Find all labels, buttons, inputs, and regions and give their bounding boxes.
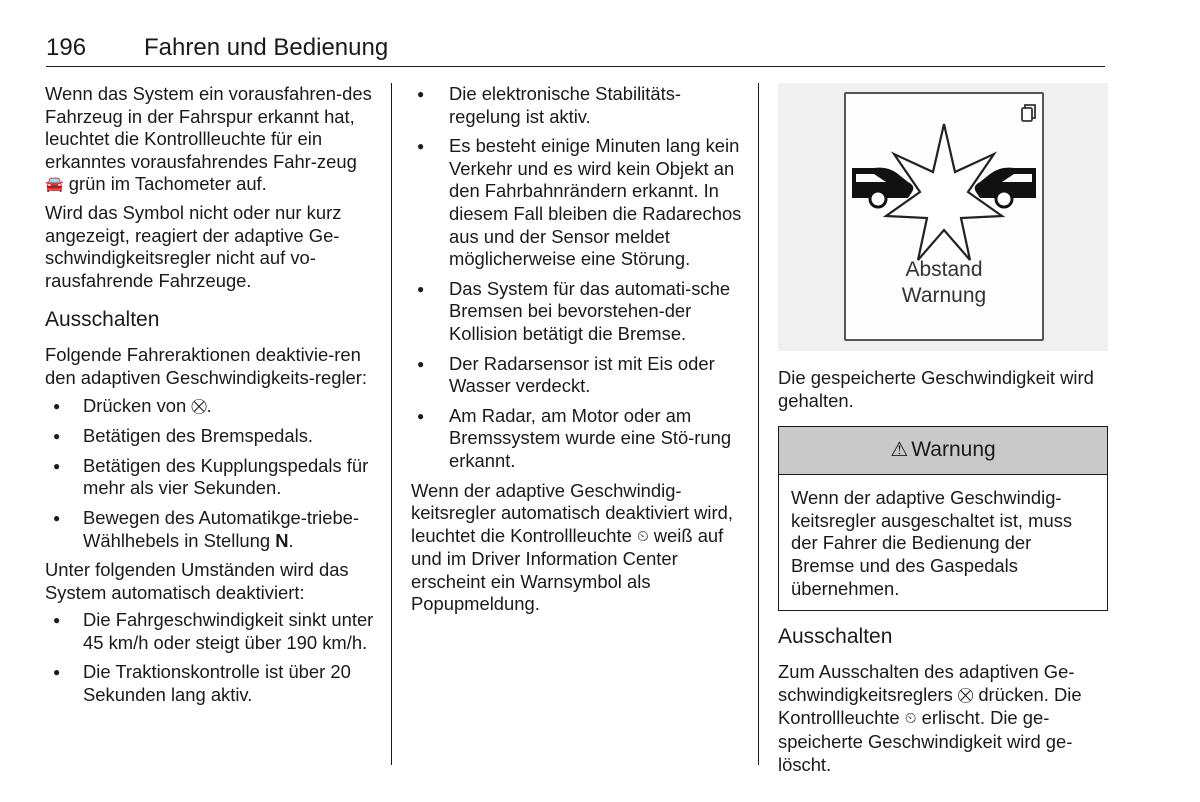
warning-header xyxy=(779,427,1107,475)
list-item: ● Es besteht einige Minuten lang kein Verkehr und es wird kein Objekt an den Fahrbahnrändern erkannt. In diesem Fall bleiben die Radarechos aus und der Sensor meldet möglicherweise eine Störung. xyxy=(411,135,746,271)
paragraph: Wird das Symbol nicht oder nur kurz angezeigt, reagiert der adaptive Ge-schwindigkeitsregler nicht auf vo-rausfahrende Fahrzeuge. xyxy=(45,201,342,291)
cruise-indicator-icon: ⏲ xyxy=(904,710,917,728)
text: . xyxy=(288,529,294,551)
vehicle-ahead-icon: 🚘 xyxy=(45,176,64,194)
warning-title: Warnung xyxy=(911,438,996,462)
list-item: ● Betätigen des Kupplungspedals für mehr als vier Sekunden. xyxy=(45,455,375,500)
column-divider xyxy=(758,83,759,765)
text: Drücken von xyxy=(83,394,192,416)
text: Bewegen des Automatikge-triebe-Wählhebels in Stellung xyxy=(83,506,360,551)
car-right-icon xyxy=(975,168,1036,207)
list-item: ● Betätigen des Bremspedals. xyxy=(45,425,375,448)
column-middle xyxy=(411,83,746,621)
warning-icon: ⚠ xyxy=(890,439,909,462)
paragraph xyxy=(411,480,746,617)
text: grün im Tachometer auf. xyxy=(63,173,267,195)
section-heading: Ausschalten xyxy=(45,308,160,332)
text: Wenn der adaptive Geschwindig-keitsregler automatisch deaktiviert wird, leuchtet die Kontrollleuchte xyxy=(411,479,733,546)
bullet-list xyxy=(411,83,746,473)
cruise-cancel-icon: ⛒ xyxy=(191,397,207,415)
list-item: ● Die elektronische Stabilitäts-regelung ist aktiv. xyxy=(411,83,746,128)
paragraph xyxy=(45,83,375,197)
cruise-indicator-icon: ⏲ xyxy=(636,527,649,545)
warning-text: Wenn der adaptive Geschwindig-keitsregler ausgeschaltet ist, muss der Fahrer die Bedienung der Bremse und des Gaspedals übernehmen. xyxy=(791,487,1073,599)
column-right xyxy=(778,83,1108,781)
page-icon xyxy=(1022,105,1035,121)
bullet-list xyxy=(45,609,375,706)
bullet-list xyxy=(45,395,375,553)
text: Zum Ausschalten des adaptiven Ge-schwindigkeitsreglers xyxy=(778,661,1075,705)
text: . xyxy=(206,394,212,416)
paragraph: Die gespeicherte Geschwindigkeit wird gehalten. xyxy=(778,367,1094,411)
list-item xyxy=(45,507,375,552)
text: weiß auf und im Driver Information Center erscheint ein Warnsymbol als Popupmeldung. xyxy=(411,524,724,615)
column-divider xyxy=(391,83,392,765)
page-number: 196 xyxy=(46,34,87,61)
list-item: ● Am Radar, am Motor oder am Bremssystem wurde eine Stö-rung erkannt. xyxy=(411,405,746,473)
section-heading: Ausschalten xyxy=(778,625,893,649)
distance-warning-display xyxy=(844,92,1044,341)
column-left xyxy=(45,83,375,714)
list-item xyxy=(45,395,375,419)
list-item: ● Das System für das automati-sche Bremsen bei bevorstehen-der Kollision betätigt die Bremse. xyxy=(411,278,746,346)
page-title: Fahren und Bedienung xyxy=(144,34,389,61)
paragraph: Unter folgenden Umständen wird das System automatisch deaktiviert: xyxy=(45,559,349,603)
figure-label: Warnung xyxy=(901,284,987,307)
car-left-icon xyxy=(852,168,913,207)
page-header xyxy=(46,34,1105,67)
text: drücken. Die Kontrollleuchte xyxy=(778,683,1082,729)
list-item: ● Die Fahrgeschwindigkeit sinkt unter 45 km/h oder steigt über 190 km/h. xyxy=(45,609,375,654)
paragraph: Folgende Fahreraktionen deaktivie-ren den adaptiven Geschwindigkeits-regler: xyxy=(45,344,368,388)
paragraph xyxy=(778,661,1108,776)
warning-box xyxy=(778,426,1108,611)
list-item: ● Die Traktionskontrolle ist über 20 Sekunden lang aktiv. xyxy=(45,661,375,706)
figure-label: Abstand xyxy=(905,258,983,281)
figure xyxy=(778,83,1108,351)
cruise-cancel-icon: ⛒ xyxy=(957,686,974,704)
text: Wenn das System ein vorausfahren-des Fahrzeug in der Fahrspur erkannt hat, leuchtet die Kontrollleuchte für ein erkanntes vorausfahrendes Fahr-zeug xyxy=(45,83,372,172)
text: erlischt. Die ge-speicherte Geschwindigkeit wird ge-löscht. xyxy=(778,707,1073,775)
list-item: ● Der Radarsensor ist mit Eis oder Wasser verdeckt. xyxy=(411,353,746,398)
gear-position-label: N xyxy=(275,529,289,551)
